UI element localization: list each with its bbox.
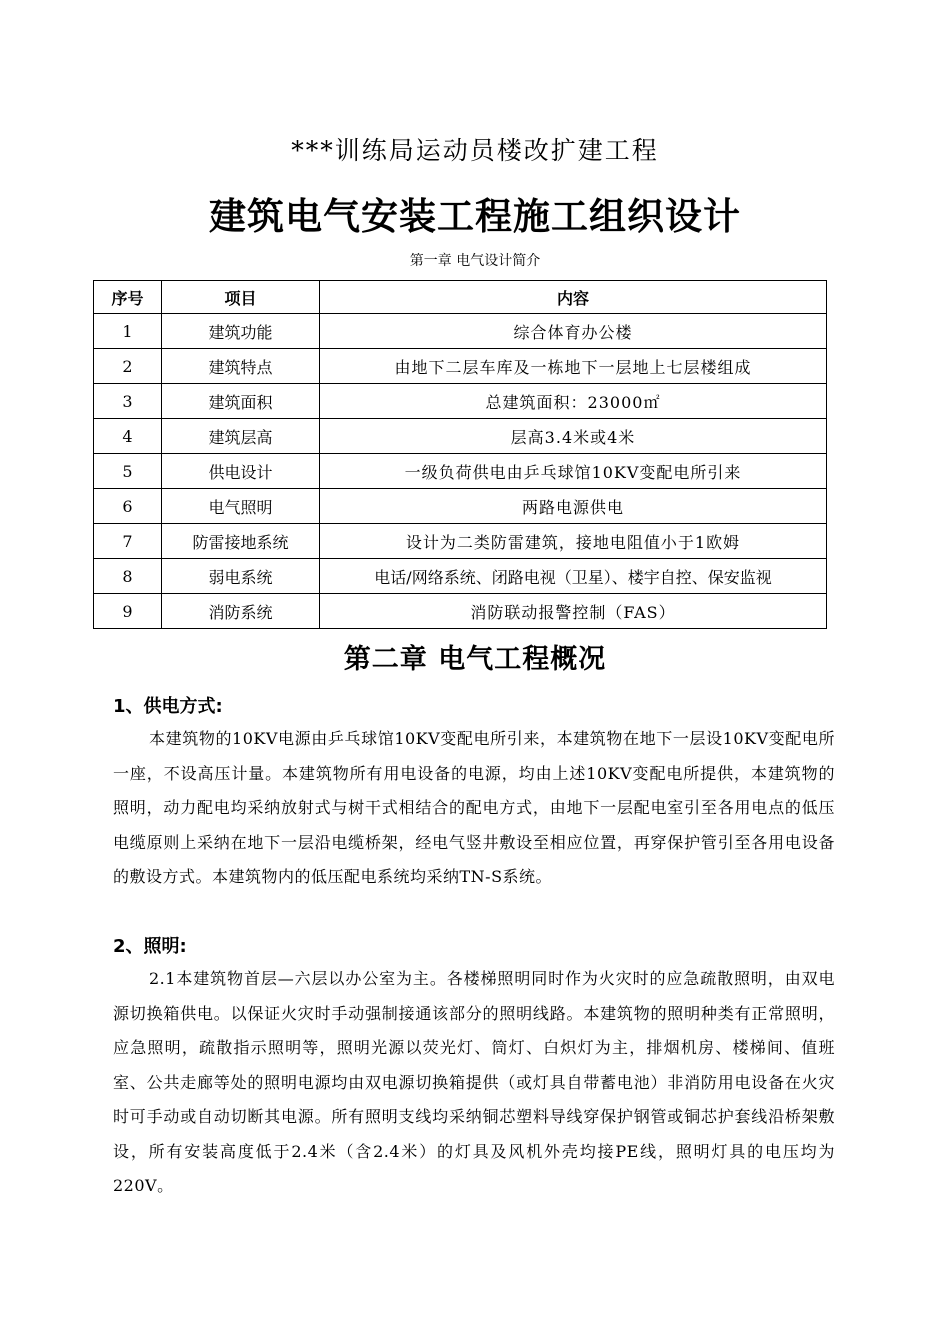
section-2-paragraph: 2.1本建筑物首层—六层以办公室为主。各楼梯照明同时作为火灾时的应急疏散照明，由双电源切换箱供电。以保证火灾时手动强制接通该部分的照明线路。本建筑物的照明种类有正常照明，应急照明，疏散指示照明等，照明光源以荧光灯、筒灯、白炽灯为主，排烟机房、楼梯间、值班室、公共走廊等处的照明电源均由双电源切换箱提供（或灯具自带蓄电池）非消防用电设备在火灾时可手动或自动切断其电源。所有照明支线均采纳铜芯塑料导线穿保护钢管或铜芯护套线沿桥架敷设，所有安装高度低于2.4米（含2.4米）的灯具及风机外壳均接PE线，照明灯具的电压均为220V。 <box>113 969 835 1195</box>
row-index: 2 <box>94 349 162 384</box>
row-content: 设计为二类防雷建筑，接地电阻值小于1欧姆 <box>320 524 827 559</box>
project-subtitle: ***训练局运动员楼改扩建工程 <box>291 136 659 165</box>
row-index: 8 <box>94 559 162 594</box>
row-content: 由地下二层车库及一栋地下一层地上七层楼组成 <box>320 349 827 384</box>
document-title: 建筑电气安装工程施工组织设计 <box>209 195 741 238</box>
row-content: 消防联动报警控制（FAS） <box>320 594 827 629</box>
row-content: 电话/网络系统、闭路电视（卫星）、楼宇自控、保安监视 <box>320 559 827 594</box>
chapter-1-title: 第一章 电气设计简介 <box>409 253 541 269</box>
row-content: 两路电源供电 <box>320 489 827 524</box>
chapter-2-title: 第二章 电气工程概况 <box>343 644 607 675</box>
table-header-row <box>94 281 827 314</box>
row-index: 5 <box>94 454 162 489</box>
row-item: 建筑功能 <box>162 314 320 349</box>
design-summary-table <box>93 280 827 629</box>
row-item: 建筑层高 <box>162 419 320 454</box>
table-row <box>94 524 827 559</box>
table-row <box>94 559 827 594</box>
table-row <box>94 384 827 419</box>
table-row <box>94 314 827 349</box>
table-row <box>94 594 827 629</box>
row-index: 3 <box>94 384 162 419</box>
row-index: 6 <box>94 489 162 524</box>
row-item: 电气照明 <box>162 489 320 524</box>
row-content: 综合体育办公楼 <box>320 314 827 349</box>
row-item: 弱电系统 <box>162 559 320 594</box>
row-content: 总建筑面积：23000㎡ <box>320 384 827 419</box>
header-content: 内容 <box>320 281 827 314</box>
section-1-heading: 1、供电方式: <box>113 696 223 717</box>
header-index: 序号 <box>94 281 162 314</box>
section-1-paragraph: 本建筑物的10KV电源由乒乓球馆10KV变配电所引来，本建筑物在地下一层设10KV变配电所一座，不设高压计量。本建筑物所有用电设备的电源，均由上述10KV变配电所提供，本建筑物的照明，动力配电均采纳放射式与树干式相结合的配电方式，由地下一层配电室引至各用电点的低压电缆原则上采纳在地下一层沿电缆桥架，经电气竖井敷设至相应位置，再穿保护管引至各用电设备的敷设方式。本建筑物内的低压配电系统均采纳TN-S系统。 <box>113 729 835 886</box>
row-index: 7 <box>94 524 162 559</box>
table-row <box>94 419 827 454</box>
header-item: 项目 <box>162 281 320 314</box>
table-row <box>94 349 827 384</box>
row-content: 层高3.4米或4米 <box>320 419 827 454</box>
row-index: 9 <box>94 594 162 629</box>
row-item: 供电设计 <box>162 454 320 489</box>
row-item: 消防系统 <box>162 594 320 629</box>
table-row <box>94 489 827 524</box>
section-2-heading: 2、照明: <box>113 936 187 957</box>
row-index: 1 <box>94 314 162 349</box>
row-content: 一级负荷供电由乒乓球馆10KV变配电所引来 <box>320 454 827 489</box>
row-item: 建筑特点 <box>162 349 320 384</box>
row-index: 4 <box>94 419 162 454</box>
row-item: 建筑面积 <box>162 384 320 419</box>
table-row <box>94 454 827 489</box>
row-item: 防雷接地系统 <box>162 524 320 559</box>
